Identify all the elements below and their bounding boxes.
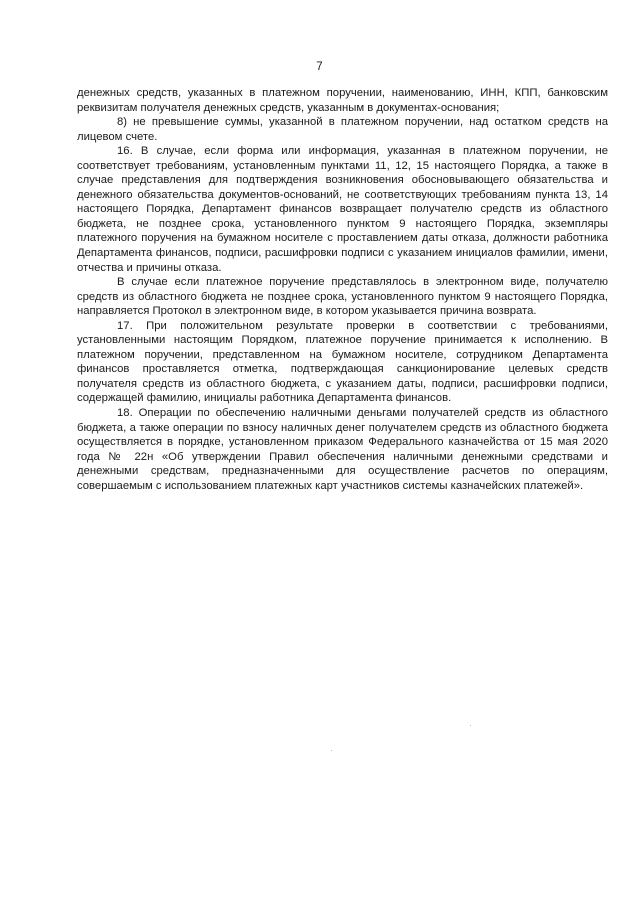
page-number: 7 (316, 61, 323, 73)
paragraph-16-electronic: В случае если платежное поручение представлялось в электронном виде, получателю средств из областного бюджета не позднее срока, установленного пунктом 9 настоящего Порядка, направляется Протокол в электронном виде, в котором указывается причина возврата. (77, 276, 608, 318)
paragraph-17: 17. При положительном результате проверки в соответствии с требованиями, установленными настоящим Порядком, платежное поручение принимается к исполнению. В платежном поручении, представленном на бумажном носителе, сотрудником Департамента финансов проставляется отметка, подтверждающая санкционирование целевых средств получателя средств из областного бюджета, с указанием даты, подписи, расшифровки подписи, содержащей фамилию, инициалы работника Департамента финансов. (77, 319, 608, 405)
scan-artifact-dot (470, 725, 471, 726)
document-body (77, 86, 608, 493)
paragraph-16: 16. В случае, если форма или информация, указанная в платежном поручении, не соответствует требованиям, установленным пунктами 11, 12, 15 настоящего Порядка, а также в случае представления для подтверждения возникновения обосновывающего обязательства и денежного обязательства документов-оснований, не соответствующих требованиям пункта 13, 14 настоящего Порядка, Департамент финансов возвращает получателю средств из областного бюджета, не позднее срока, установленного пунктом 9 настоящего Порядка, экземпляры платежного поручения на бумажном носителе с проставлением даты отказа, должности работника Департамента финансов, подписи, расшифровки подписи с указанием инициалов фамилии, имени, отчества и причины отказа. (77, 145, 608, 274)
paragraph-item-8: 8) не превышение суммы, указанной в платежном поручении, над остатком средств на лицевом счете. (77, 116, 608, 143)
paragraph-18: 18. Операции по обеспечению наличными деньгами получателей средств из областного бюджета, а также операции по взносу наличных денег получателем средств из областного бюджета осуществляется в порядке, установленном приказом Федерального казначейства от 15 мая 2020 года № 22н «Об утверждении Правил обеспечения наличными денежными средствами и денежными средствам, предназначенными для осуществление расчетов по операциям, совершаемым с использованием платежных карт участников системы казначейских платежей». (77, 407, 608, 492)
paragraph-continuation: денежных средств, указанных в платежном поручении, наименованию, ИНН, КПП, банковским реквизитам получателя денежных средств, указанным в документах-основания; (77, 87, 608, 114)
scan-artifact-dot (331, 750, 332, 751)
